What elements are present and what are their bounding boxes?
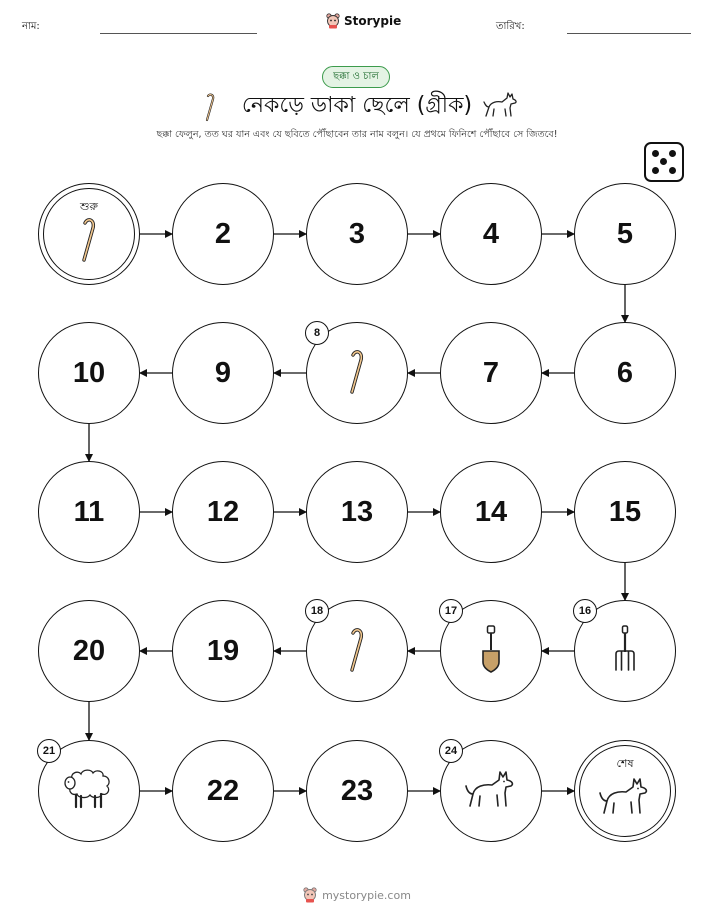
space-number: 10 [72, 356, 106, 389]
space-number: 7 [482, 356, 500, 389]
instructions: ছক্কা ফেলুন, তত ঘর যান এবং যে ছবিতে পৌঁছাবেন তার নাম বলুন। যে প্রথমে ফিনিশে পৌঁছাবে সে জিতবে! [156, 129, 558, 140]
board-space-9[interactable] [172, 322, 274, 424]
board-space-22[interactable] [172, 740, 274, 842]
space-number-badge: 21 [37, 739, 61, 763]
board-space-23[interactable] [306, 740, 408, 842]
board-space-24[interactable] [440, 740, 542, 842]
space-number: 4 [482, 217, 500, 250]
space-number: 14 [474, 495, 508, 528]
pitchfork-icon [612, 624, 638, 678]
board-space-12[interactable] [172, 461, 274, 563]
space-number: 6 [616, 356, 634, 389]
space-number: 13 [340, 495, 374, 528]
board-space-20[interactable] [38, 600, 140, 702]
space-number: 12 [206, 495, 240, 528]
space-number: 20 [72, 634, 106, 667]
board-space-6[interactable] [574, 322, 676, 424]
board-space-17[interactable] [440, 600, 542, 702]
board-space-3[interactable] [306, 183, 408, 285]
name-label: নাম: [22, 21, 40, 32]
board-space-19[interactable] [172, 600, 274, 702]
space-number-badge: 17 [439, 599, 463, 623]
board-space-13[interactable] [306, 461, 408, 563]
date-label: তারিখ: [496, 21, 525, 32]
wolf-icon [464, 766, 518, 816]
space-number: 19 [206, 634, 240, 667]
sheep-icon [62, 767, 116, 815]
page-title: নেকড়ে ডাকা ছেলে (গ্রীক) [241, 93, 473, 118]
space-number-badge: 18 [305, 599, 329, 623]
space-number: 23 [340, 774, 374, 807]
space-number-badge: 24 [439, 739, 463, 763]
board-space-15[interactable] [574, 461, 676, 563]
space-number: 11 [73, 495, 105, 528]
board-space-18[interactable] [306, 600, 408, 702]
board-space-11[interactable] [38, 461, 140, 563]
finish-label: শেষ [616, 757, 634, 770]
space-number: 2 [214, 217, 232, 250]
board-space-5[interactable] [574, 183, 676, 285]
staff-icon [344, 346, 370, 400]
staff-icon [344, 624, 370, 678]
footer [0, 887, 714, 903]
space-number: 3 [348, 217, 366, 250]
space-number: 15 [608, 495, 642, 528]
finish-space[interactable] [574, 740, 676, 842]
board-space-14[interactable] [440, 461, 542, 563]
board-space-16[interactable] [574, 600, 676, 702]
board-space-10[interactable] [38, 322, 140, 424]
board-space-2[interactable] [172, 183, 274, 285]
board-space-4[interactable] [440, 183, 542, 285]
board-space-21[interactable] [38, 740, 140, 842]
brand-name: Storypie [344, 14, 402, 28]
board-space-7[interactable] [440, 322, 542, 424]
mascot-icon [303, 887, 317, 903]
space-number: 5 [616, 217, 634, 250]
shovel-icon [478, 624, 504, 678]
space-number-badge: 16 [573, 599, 597, 623]
game-type-tag: ছক্কা ও চাল [322, 66, 390, 88]
start-space[interactable] [38, 183, 140, 285]
board-space-8[interactable] [306, 322, 408, 424]
start-label: শুরু [80, 200, 98, 213]
space-number: 22 [206, 774, 240, 807]
space-number-badge: 8 [305, 321, 329, 345]
footer-url[interactable]: mystorypie.com [322, 888, 411, 902]
space-number: 9 [214, 356, 232, 389]
